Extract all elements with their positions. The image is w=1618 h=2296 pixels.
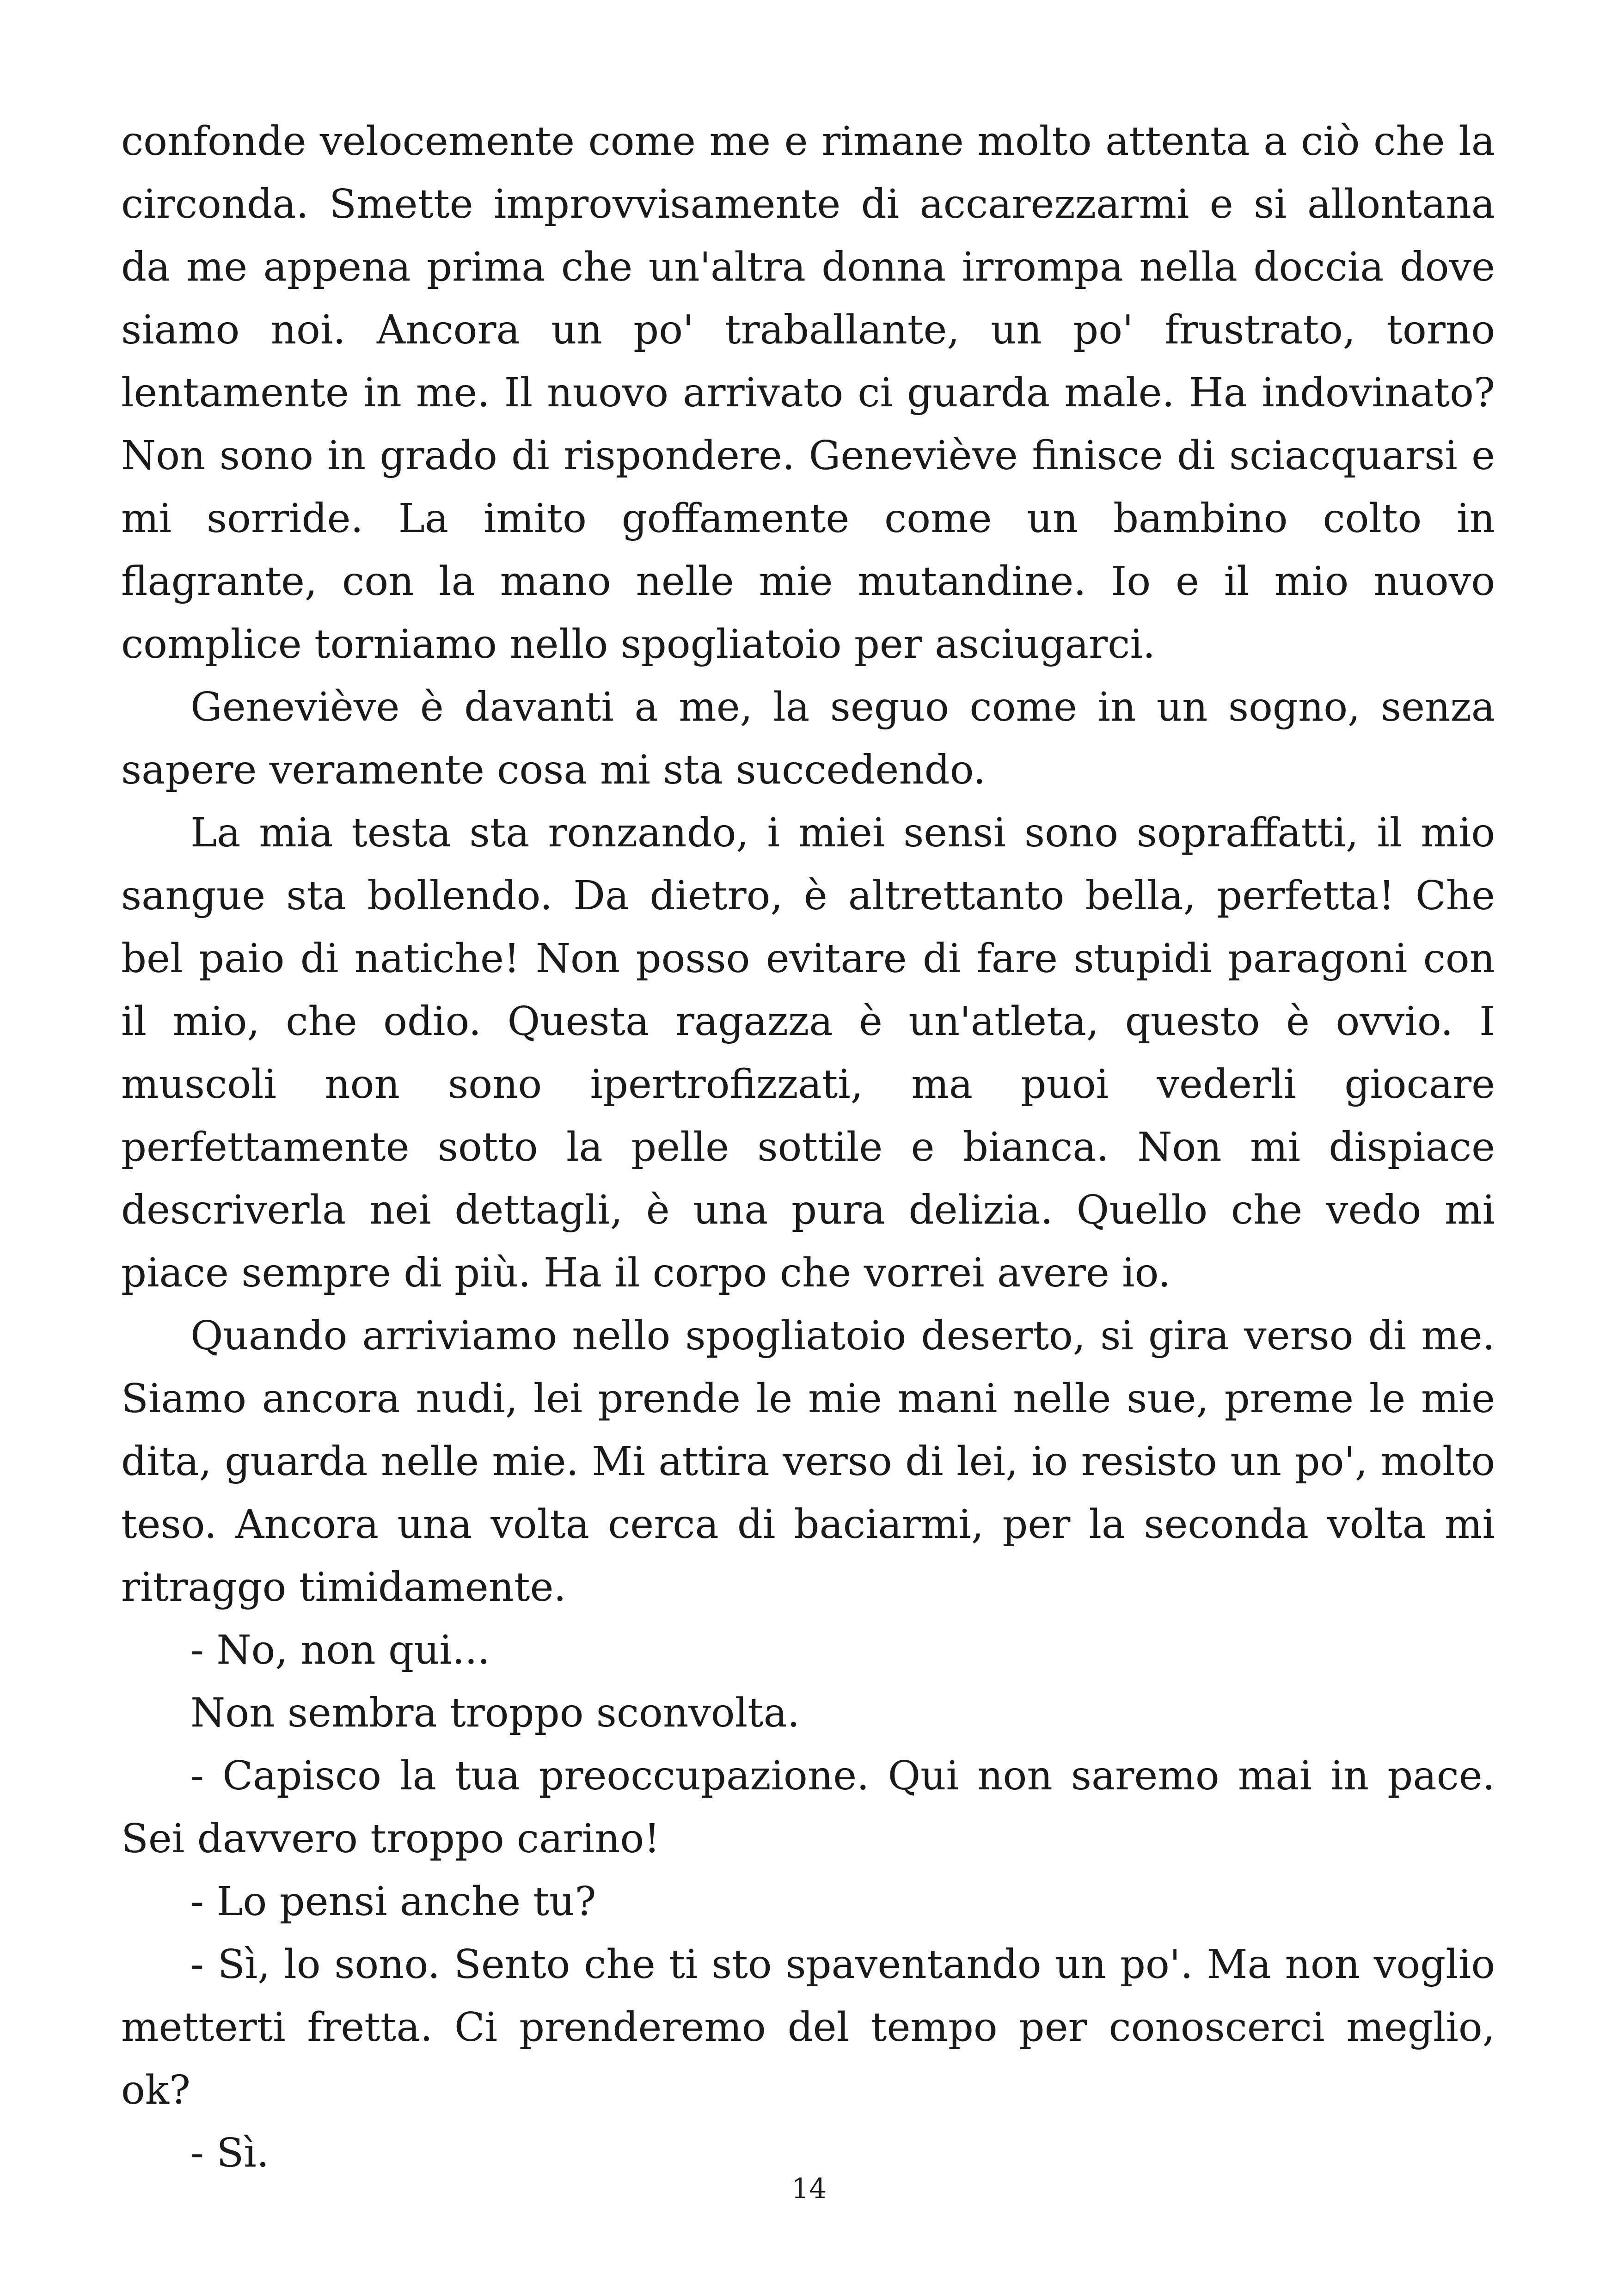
- paragraph: La mia testa sta ronzando, i miei sensi sono sopraffatti, il mio sangue sta bollendo. Da dietro, è altrettanto bella, perfetta! Che bel paio di natiche! Non posso evitare di fare stupidi paragoni con il mio, che odio. Questa ragazza è un'atleta, questo è ovvio. I muscoli non sono ipertrofizzati, ma puoi vederli giocare perfettamente sotto la pelle sottile e bianca. Non mi dispiace descriverla nei dettagli, è una pura delizia. Quello che vedo mi piace sempre di più. Ha il corpo che vorrei avere io.: [121, 810, 1495, 1296]
- dialogue-line: - No, non qui...: [190, 1627, 490, 1673]
- page-number: 14: [791, 2173, 827, 2205]
- paragraph: Geneviève è davanti a me, la seguo come in un sogno, senza sapere veramente cosa mi sta succedendo.: [121, 684, 1495, 793]
- page-body: [121, 110, 1495, 2185]
- paragraph: Non sembra troppo sconvolta.: [190, 1690, 800, 1736]
- dialogue-line: - Lo pensi anche tu?: [190, 1879, 596, 1925]
- dialogue-line: - Sì, lo sono. Sento che ti sto spaventando un po'. Ma non voglio metterti fretta. Ci prenderemo del tempo per conoscerci meglio, ok?: [121, 1941, 1495, 2113]
- dialogue-line: - Sì.: [190, 2130, 270, 2176]
- paragraph: confonde velocemente come me e rimane molto attenta a ciò che la circonda. Smette improvvisamente di accarezzarmi e si allontana da me appena prima che un'altra donna irrompa nella doccia dove siamo noi. Ancora un po' traballante, un po' frustrato, torno lentamente in me. Il nuovo arrivato ci guarda male. Ha indovinato? Non sono in grado di rispondere. Geneviève finisce di sciacquarsi e mi sorride. La imito goffamente come un bambino colto in flagrante, con la mano nelle mie mutandine. Io e il mio nuovo complice torniamo nello spogliatoio per asciugarci.: [121, 118, 1495, 667]
- paragraph: Quando arriviamo nello spogliatoio deserto, si gira verso di me. Siamo ancora nudi, lei prende le mie mani nelle sue, preme le mie dita, guarda nelle mie. Mi attira verso di lei, io resisto un po', molto teso. Ancora una volta cerca di baciarmi, per la seconda volta mi ritraggo timidamente.: [121, 1313, 1495, 1610]
- dialogue-line: - Capisco la tua preoccupazione. Qui non saremo mai in pace. Sei davvero troppo carino!: [121, 1753, 1495, 1862]
